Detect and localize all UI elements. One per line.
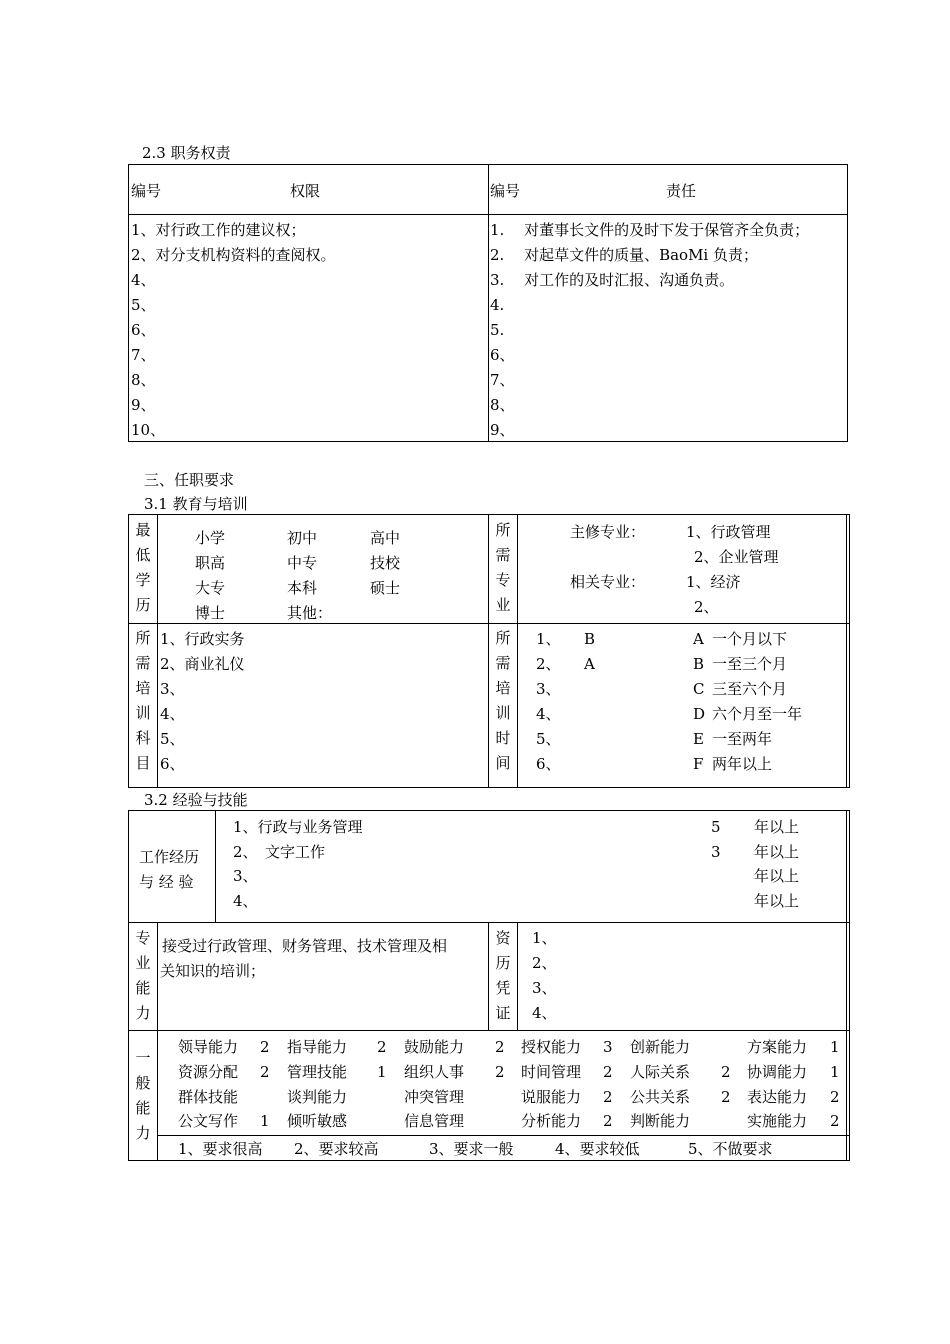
ability-name: 公共关系 xyxy=(630,1088,691,1106)
time-row-num: 5、 xyxy=(536,730,561,748)
duty-item: 9、 xyxy=(490,421,515,439)
work-experience-label: 工作经历 xyxy=(139,848,200,866)
ability-name: 冲突管理 xyxy=(404,1088,465,1106)
time-row-num: 6、 xyxy=(536,755,561,773)
rights-item: 8、 xyxy=(131,371,156,389)
ability-level: 2 xyxy=(830,1112,840,1130)
rights-item: 6、 xyxy=(131,321,156,339)
time-option-desc: 一至两年 xyxy=(712,730,773,748)
section-3-title: 三、任职要求 xyxy=(144,471,235,489)
duty-item: 1. 对董事长文件的及时下发于保管齐全负责； xyxy=(490,221,810,239)
rights-item: 5、 xyxy=(131,296,156,314)
work-years: 3 xyxy=(711,843,721,861)
work-item: 1、行政与业务管理 xyxy=(233,818,363,836)
time-row-num: 3、 xyxy=(536,680,561,698)
section-3-1-title: 3.1 教育与培训 xyxy=(144,495,248,513)
legend-item: 1、要求很高 xyxy=(178,1140,263,1158)
edu-option: 中专 xyxy=(287,554,318,572)
time-row-num: 4、 xyxy=(536,705,561,723)
work-years-suffix: 年以上 xyxy=(754,867,800,885)
ability-name: 公文写作 xyxy=(178,1112,239,1130)
legend-item: 4、要求较低 xyxy=(555,1140,640,1158)
training-item: 6、 xyxy=(160,755,185,773)
certificate-item: 1、 xyxy=(532,929,557,947)
general-ability-label: 一 般 能 力 xyxy=(135,1049,151,1142)
ability-name: 表达能力 xyxy=(747,1088,808,1106)
ability-level: 2 xyxy=(377,1038,387,1056)
edu-option: 高中 xyxy=(370,529,401,547)
training-item: 5、 xyxy=(160,730,185,748)
ability-level: 1 xyxy=(830,1063,840,1081)
rights-item: 1、对行政工作的建议权； xyxy=(131,221,306,239)
ability-name: 判断能力 xyxy=(630,1112,691,1130)
ability-level: 1 xyxy=(260,1112,270,1130)
work-years-suffix: 年以上 xyxy=(754,843,800,861)
edu-option: 硕士 xyxy=(370,579,401,597)
time-option-code: C xyxy=(693,680,705,698)
rights-item: 10、 xyxy=(131,421,166,439)
header-number-right: 编号 xyxy=(490,182,521,200)
duty-item: 2. 对起草文件的质量、BaoMi 负责； xyxy=(490,246,759,264)
time-option-code: F xyxy=(693,755,704,773)
ability-level: 2 xyxy=(260,1038,270,1056)
ability-level: 2 xyxy=(830,1088,840,1106)
training-item: 1、行政实务 xyxy=(160,630,245,648)
ability-name: 管理技能 xyxy=(287,1063,348,1081)
section-3-2-title: 3.2 经验与技能 xyxy=(144,791,248,809)
ability-name: 信息管理 xyxy=(404,1112,465,1130)
training-item: 4、 xyxy=(160,705,185,723)
ability-name: 人际关系 xyxy=(630,1063,691,1081)
professional-ability-text: 关知识的培训； xyxy=(160,962,266,980)
header-rights: 权限 xyxy=(290,182,321,200)
related-major-item: 2、 xyxy=(694,598,719,616)
rights-item: 2、对分支机构资料的查阅权。 xyxy=(131,246,336,264)
ability-name: 资源分配 xyxy=(178,1063,239,1081)
edu-option: 职高 xyxy=(195,554,226,572)
ability-level: 1 xyxy=(377,1063,387,1081)
work-years-suffix: 年以上 xyxy=(754,892,800,910)
ability-name: 组织人事 xyxy=(404,1063,465,1081)
header-duty: 责任 xyxy=(666,182,697,200)
edu-option: 技校 xyxy=(370,554,401,572)
time-option-code: D xyxy=(693,705,706,723)
time-option-desc: 一至三个月 xyxy=(712,655,788,673)
ability-level: 1 xyxy=(830,1038,840,1056)
related-major-label: 相关专业： xyxy=(570,573,646,591)
ability-name: 实施能力 xyxy=(747,1112,808,1130)
time-option-code: B xyxy=(693,655,705,673)
ability-name: 领导能力 xyxy=(178,1038,239,1056)
professional-ability-label: 专 业 能 力 xyxy=(135,929,151,1022)
time-option-desc: 一个月以下 xyxy=(712,630,788,648)
time-option-desc: 三至六个月 xyxy=(712,680,788,698)
time-row-value: A xyxy=(584,655,595,673)
duty-item: 5. xyxy=(490,321,505,339)
time-option-code: A xyxy=(693,630,704,648)
duty-item: 7、 xyxy=(490,371,515,389)
professional-ability-text: 接受过行政管理、财务管理、技术管理及相 xyxy=(162,937,448,955)
work-item: 3、 xyxy=(233,867,258,885)
duty-item: 4. xyxy=(490,296,505,314)
certificate-label: 资 历 凭 证 xyxy=(495,929,511,1022)
duty-item: 3. 对工作的及时汇报、沟通负责。 xyxy=(490,271,735,289)
legend-item: 3、要求一般 xyxy=(429,1140,514,1158)
main-major-label: 主修专业： xyxy=(570,523,646,541)
ability-name: 时间管理 xyxy=(521,1063,582,1081)
duty-item: 8、 xyxy=(490,396,515,414)
work-experience-label: 与 经 验 xyxy=(139,873,194,891)
rights-item: 4、 xyxy=(131,271,156,289)
time-row-num: 1、 xyxy=(536,630,561,648)
edu-label: 最 低 学 历 xyxy=(135,521,151,614)
training-label: 所 需 培 训 科 目 xyxy=(135,629,151,772)
ability-level: 2 xyxy=(260,1063,270,1081)
ability-level: 2 xyxy=(603,1112,613,1130)
ability-name: 指导能力 xyxy=(287,1038,348,1056)
time-option-code: E xyxy=(693,730,704,748)
duty-item: 6、 xyxy=(490,346,515,364)
ability-level: 2 xyxy=(603,1088,613,1106)
training-item: 2、商业礼仪 xyxy=(160,655,245,673)
ability-name: 倾听敏感 xyxy=(287,1112,348,1130)
ability-name: 说服能力 xyxy=(521,1088,582,1106)
time-row-num: 2、 xyxy=(536,655,561,673)
main-major-item: 2、企业管理 xyxy=(694,548,779,566)
edu-option: 本科 xyxy=(287,579,318,597)
training-time-label: 所 需 培 训 时 间 xyxy=(495,629,511,772)
certificate-item: 2、 xyxy=(532,954,557,972)
ability-level: 2 xyxy=(721,1088,731,1106)
time-row-value: B xyxy=(584,630,596,648)
ability-name: 分析能力 xyxy=(521,1112,582,1130)
ability-level: 3 xyxy=(603,1038,613,1056)
ability-name: 鼓励能力 xyxy=(404,1038,465,1056)
edu-option: 大专 xyxy=(195,579,226,597)
rights-item: 9、 xyxy=(131,396,156,414)
legend-item: 5、不做要求 xyxy=(688,1140,773,1158)
ability-name: 协调能力 xyxy=(747,1063,808,1081)
ability-name: 方案能力 xyxy=(747,1038,808,1056)
ability-level: 2 xyxy=(603,1063,613,1081)
ability-name: 谈判能力 xyxy=(287,1088,348,1106)
time-option-desc: 两年以上 xyxy=(712,755,773,773)
legend-item: 2、要求较高 xyxy=(294,1140,379,1158)
ability-name: 群体技能 xyxy=(178,1088,239,1106)
ability-level: 2 xyxy=(721,1063,731,1081)
time-option-desc: 六个月至一年 xyxy=(712,705,803,723)
ability-level: 2 xyxy=(495,1063,505,1081)
related-major-item: 1、经济 xyxy=(686,573,741,591)
major-label: 所 需 专 业 xyxy=(495,521,511,614)
certificate-item: 3、 xyxy=(532,979,557,997)
header-number-left: 编号 xyxy=(131,182,162,200)
certificate-item: 4、 xyxy=(532,1004,557,1022)
edu-option: 其他： xyxy=(287,604,333,622)
edu-option: 初中 xyxy=(287,529,318,547)
training-item: 3、 xyxy=(160,680,185,698)
ability-name: 创新能力 xyxy=(630,1038,691,1056)
main-major-item: 1、行政管理 xyxy=(686,523,771,541)
ability-name: 授权能力 xyxy=(521,1038,582,1056)
work-item: 2、 文字工作 xyxy=(233,843,326,861)
ability-level: 2 xyxy=(495,1038,505,1056)
section-2-3-title: 2.3 职务权责 xyxy=(142,144,231,162)
rights-item: 7、 xyxy=(131,346,156,364)
work-years: 5 xyxy=(711,818,721,836)
work-years-suffix: 年以上 xyxy=(754,818,800,836)
edu-option: 博士 xyxy=(195,604,226,622)
edu-option: 小学 xyxy=(195,529,226,547)
work-item: 4、 xyxy=(233,892,258,910)
